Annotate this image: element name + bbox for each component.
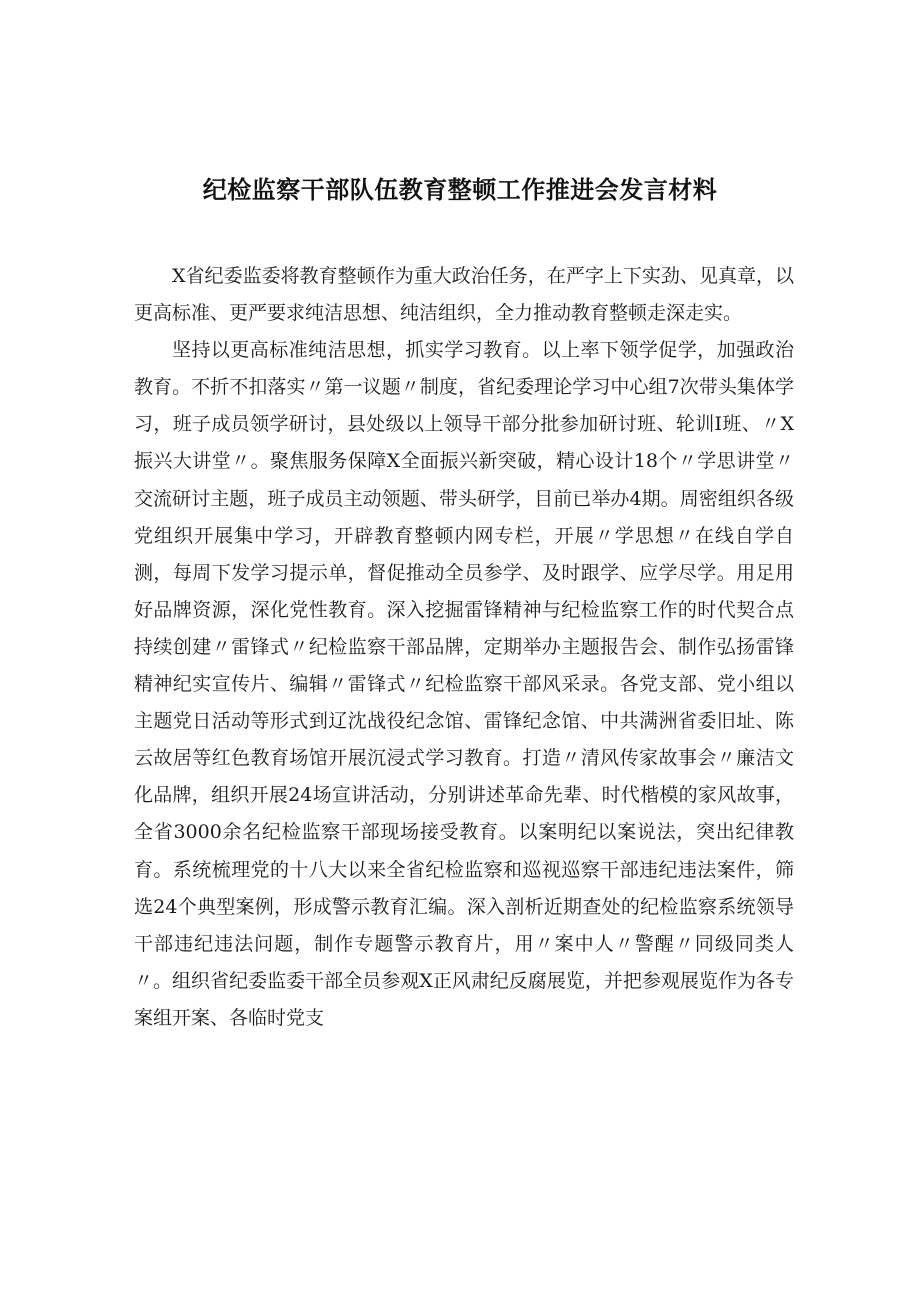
paragraph-study-education: 坚持以更高标准纯洁思想，抓实学习教育。以上率下领学促学，加强政治教育。不折不扣落实〃第一议题〃制度，省纪委理论学习中心组7次带头集体学习，班子成员领学研讨，县处级以上领导干部分批参加研讨班、轮训I班、〃X振兴大讲堂〃。聚焦服务保障X全面振兴新突破，精心设计18个〃学思讲堂〃交流研讨主题，班子成员主动领题、带头研学，目前已举办4期。周密组织各级党组织开展集中学习，开辟教育整顿内网专栏，开展〃学思想〃在线自学自测，每周下发学习提示单，督促推动全员参学、及时跟学、应学尽学。用足用好品牌资源，深化党性教育。深入挖掘雷锋精神与纪检监察工作的时代契合点持续创建〃雷锋式〃纪检监察干部品牌，定期举办主题报告会、制作弘扬雷锋精神纪实宣传片、编辑〃雷锋式〃纪检监察干部风采录。各党支部、党小组以主题党日活动等形式到辽沈战役纪念馆、雷锋纪念馆、中共满洲省委旧址、陈云故居等红色教育场馆开展沉浸式学习教育。打造〃清风传家故事会〃廉洁文化品牌，组织开展24场宣讲活动，分别讲述革命先辈、时代楷模的家风故事，全省3000余名纪检监察干部现场接受教育。以案明纪以案说法，突出纪律教育。系统梳理党的十八大以来全省纪检监察和巡视巡察干部违纪违法案件，筛选24个典型案例，形成警示教育汇编。深入剖析近期查处的纪检监察系统领导干部违纪违法问题，制作专题警示教育片，用〃案中人〃警醒〃同级同类人〃。组织省纪委监委干部全员参观X正风肃纪反腐展览，并把参观展览作为各专案组开案、各临时党支: [134, 339, 794, 1029]
document-body: [134, 258, 794, 1037]
paragraph-intro: X省纪委监委将教育整顿作为重大政治任务，在严字上下实劲、见真章，以更高标准、更严要求纯洁思想、纯洁组织，全力推动教育整顿走深走实。: [134, 265, 794, 325]
document-title: 纪检监察干部队伍教育整顿工作推进会发言材料: [202, 176, 718, 204]
